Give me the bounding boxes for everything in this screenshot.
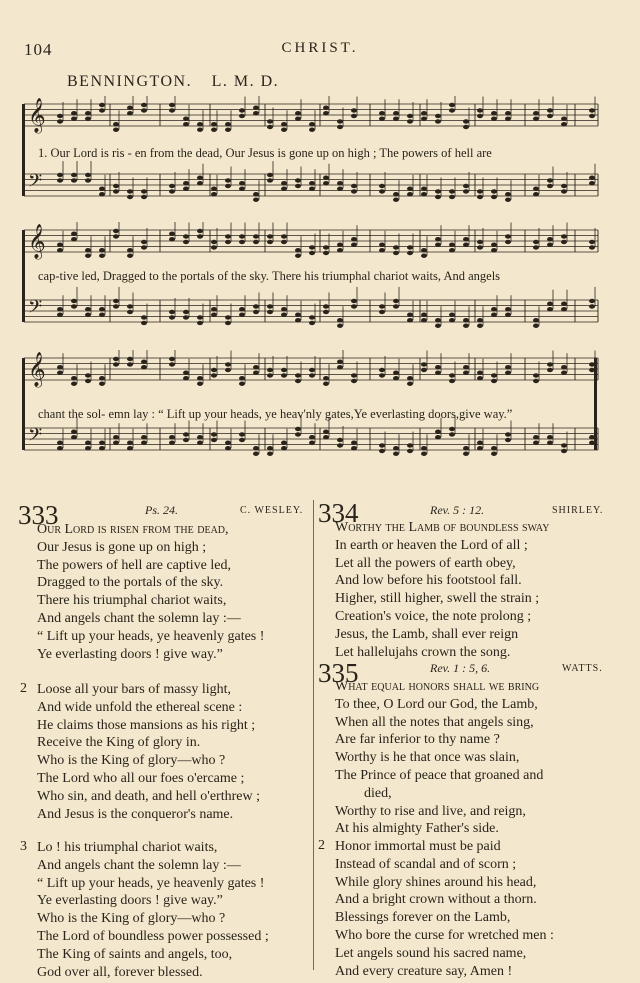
hymn-number: 334 <box>318 498 359 528</box>
lyric-line-1: 1. Our Lord is ris - en from the dead, Our Jesus is gone up on high ; The powers of hell are <box>38 146 492 160</box>
stanza-line: And angels chant the solemn lay :— <box>37 610 241 626</box>
stanza-line: In earth or heaven the Lord of all ; <box>335 537 528 553</box>
stanza-line: Let angels sound his sacred name, <box>335 945 527 961</box>
stanza-line: When all the notes that angels sing, <box>335 714 534 730</box>
stanza-line: The Lord of boundless power possessed ; <box>37 928 269 944</box>
stanza-line: And Jesus is the conqueror's name. <box>37 806 234 822</box>
stanza-line: Worthy the Lamb of boundless sway <box>335 520 550 535</box>
music-system-3 <box>20 350 602 475</box>
stanza-line: The Lord who all our foes o'ercame ; <box>37 770 245 786</box>
stanza-line: Ye everlasting doors ! give way.” <box>37 646 223 662</box>
stanza-line <box>37 521 264 539</box>
stanza-line: The Prince of peace that groaned and <box>335 767 544 783</box>
svg-text:𝄞: 𝄞 <box>28 98 46 133</box>
stanza-number: 2 <box>318 838 325 853</box>
svg-text:𝄢: 𝄢 <box>28 425 43 450</box>
stanza-line: The powers of hell are captive led, <box>37 557 231 573</box>
lyric-line-3: chant the sol- emn lay : “ Lift up your heads, ye heav'nly gates,Ye everlasting doors,give way.” <box>38 407 513 421</box>
stanza-line: And angels chant the solemn lay :— <box>37 857 241 873</box>
hymn-reference: Rev. 5 : 12. <box>430 503 485 517</box>
stanza-line: Are far inferior to thy name ? <box>335 732 500 748</box>
hymn-number: 335 <box>318 658 359 688</box>
svg-text:𝄢: 𝄢 <box>28 297 43 322</box>
stanza-335-2 <box>335 838 554 980</box>
stanza-line: Who bore the curse for wretched men : <box>335 927 554 943</box>
tune-meter: L. M. D. <box>211 73 280 90</box>
stanza-line: While glory shines around his head, <box>335 874 537 890</box>
music-system-2 <box>20 222 602 347</box>
stanza-line: What equal honors shall we bring <box>335 679 540 694</box>
stanza-number: 3 <box>20 839 27 854</box>
column-divider <box>313 500 314 970</box>
lyric-line-2: cap-tive led, Dragged to the portals of the sky. There his triumphal chariot waits, And angels <box>38 269 501 283</box>
stanza-line: Who sin, and death, and hell o'erthrew ; <box>37 788 260 804</box>
stanza-line: God over all, forever blessed. <box>37 964 203 980</box>
stanza-line: Our Jesus is gone up on high ; <box>37 539 207 555</box>
svg-text:𝄢: 𝄢 <box>28 171 43 196</box>
stanza-line: Receive the King of glory in. <box>37 735 201 751</box>
stanza-line: The King of saints and angels, too, <box>37 946 233 962</box>
hymn-author: SHIRLEY. <box>552 505 604 516</box>
stanza-line: “ Lift up your heads, ye heavenly gates ! <box>37 628 265 644</box>
stanza-line: Blessings forever on the Lamb, <box>335 910 511 926</box>
page-number: 104 <box>24 40 53 59</box>
stanza-335-1 <box>335 678 543 838</box>
stanza-line: Higher, still higher, swell the strain ; <box>335 591 540 607</box>
stanza-line: There his triumphal chariot waits, <box>37 593 227 609</box>
stanza-line: Lo ! his triumphal chariot waits, <box>37 840 218 855</box>
stanza-line: At his almighty Father's side. <box>335 821 499 837</box>
stanza-line: To thee, O Lord our God, the Lamb, <box>335 696 538 712</box>
stanza-line: And every creature say, Amen ! <box>335 963 513 979</box>
stanza-line: He claims those mansions as his right ; <box>37 717 256 733</box>
stanza-line: Instead of scandal and of scorn ; <box>335 856 517 872</box>
tune-name: BENNINGTON. <box>67 73 193 90</box>
hymn-number: 333 <box>18 500 59 530</box>
stanza-333-1 <box>37 521 264 663</box>
stanza-line: Creation's voice, the note prolong ; <box>335 608 532 624</box>
hymn-author: C. WESLEY. <box>240 505 304 516</box>
stanza-333-3 <box>37 839 269 981</box>
stanza-line: Who is the King of glory—who ? <box>37 911 226 927</box>
stanza-334-1 <box>335 519 549 661</box>
stanza-line: Worthy is he that once was slain, <box>335 750 520 766</box>
stanza-line <box>335 519 549 537</box>
stanza-line: Loose all your bars of massy light, <box>37 682 232 697</box>
hymn-author: WATTS. <box>562 663 603 674</box>
stanza-line: Dragged to the portals of the sky. <box>37 575 224 591</box>
stanza-line: Honor immortal must be paid <box>335 839 501 854</box>
stanza-line: Let hallelujahs crown the song. <box>335 644 511 660</box>
svg-text:𝄞: 𝄞 <box>28 352 46 387</box>
stanza-line: And a bright crown without a thorn. <box>335 892 537 908</box>
svg-text:𝄞: 𝄞 <box>28 224 46 259</box>
stanza-line: “ Lift up your heads, ye heavenly gates ! <box>37 875 265 891</box>
stanza-line: Jesus, the Lamb, shall ever reign <box>335 626 519 642</box>
stanza-line: died, <box>364 785 392 801</box>
hymn-reference: Ps. 24. <box>145 503 178 517</box>
stanza-line: Ye everlasting doors ! give way.” <box>37 893 223 909</box>
stanza-line: Let all the powers of earth obey, <box>335 555 516 571</box>
stanza-line: Worthy to rise and live, and reign, <box>335 803 526 819</box>
stanza-line: And low before his footstool fall. <box>335 573 522 589</box>
stanza-line: And wide unfold the ethereal scene : <box>37 699 243 715</box>
stanza-line: Who is the King of glory—who ? <box>37 753 226 769</box>
running-head: CHRIST. <box>281 40 359 56</box>
music-system-1 <box>20 96 602 221</box>
stanza-number: 2 <box>20 681 27 696</box>
music-staff-image <box>20 222 602 347</box>
stanza-line: Our Lord is risen from the dead, <box>37 522 229 537</box>
stanza-333-2 <box>37 681 260 823</box>
hymn-reference: Rev. 1 : 5, 6. <box>430 661 491 675</box>
tune-header <box>67 73 293 91</box>
stanza-line <box>335 678 543 696</box>
